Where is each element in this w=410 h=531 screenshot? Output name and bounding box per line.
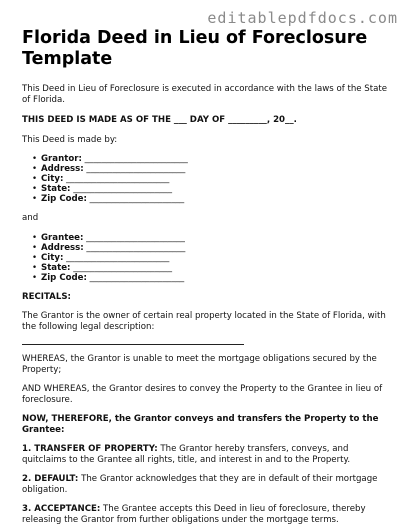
clause-default [22, 474, 392, 495]
field-blank[interactable]: _______________________ [70, 184, 173, 194]
recitals-heading: RECITALS: [22, 291, 71, 302]
grantor-fields-list [22, 154, 392, 204]
grantee-state-field[interactable] [41, 263, 392, 273]
field-blank[interactable]: ________________________ [63, 174, 170, 184]
field-blank[interactable]: _______________________ [83, 164, 186, 174]
grantor-city-field[interactable] [41, 174, 392, 184]
field-label: Address: [41, 164, 84, 174]
grantee-name-field[interactable] [41, 233, 392, 243]
grantor-name-field[interactable] [41, 154, 392, 164]
grantor-zip-field[interactable] [41, 194, 392, 204]
field-label: Zip Code: [41, 194, 87, 204]
field-blank[interactable]: ______________________ [86, 194, 185, 204]
clause-heading: 3. ACCEPTANCE: [22, 504, 101, 514]
field-label: Address: [41, 242, 84, 253]
grantee-zip-field[interactable] [41, 273, 392, 283]
grantee-fields-list [22, 233, 392, 283]
clause-text: The Grantor acknowledges that they are in default of their mortgage obligation. [22, 474, 378, 495]
clause-transfer [22, 444, 392, 465]
field-blank[interactable]: ______________________ [86, 272, 185, 283]
field-label: City: [41, 252, 64, 263]
whereas-clause-1: WHEREAS, the Grantor is unable to meet the mortgage obligations secured by the Property; [22, 354, 377, 375]
clause-heading: 1. TRANSFER OF PROPERTY: [22, 444, 158, 454]
and-text: and [22, 213, 39, 223]
recital-property-description: The Grantor is the owner of certain real property located in the State of Florida, with the following legal description: [22, 311, 386, 332]
clause-acceptance [22, 504, 392, 525]
field-label: State: [41, 262, 71, 273]
therefore-clause: NOW, THEREFORE, the Grantor conveys and transfers the Property to the Grantee: [22, 414, 379, 435]
clause-text: The Grantor hereby transfers, conveys, and quitclaims to the Grantee all rights, title, and interest in and to the Property. [22, 444, 351, 465]
site-watermark: editablepdfdocs.com [207, 9, 398, 27]
field-blank[interactable]: _______________________ [70, 262, 173, 273]
field-blank[interactable]: _______________________ [83, 232, 185, 243]
field-label: City: [41, 174, 64, 184]
document-title: Florida Deed in Lieu of Foreclosure Template [22, 28, 368, 69]
clause-heading: 2. DEFAULT: [22, 474, 79, 484]
field-label: Grantor: [41, 154, 82, 164]
whereas-clause-2: AND WHEREAS, the Grantor desires to convey the Property to the Grantee in lieu of foreclosure. [22, 384, 383, 405]
document-page [22, 28, 392, 525]
field-label: Zip Code: [41, 272, 87, 283]
clause-text: The Grantee accepts this Deed in lieu of foreclosure, thereby releasing the Grantor from further obligations under the mortgage terms. [22, 504, 366, 525]
field-label: Grantee: [41, 232, 84, 243]
legal-description-line[interactable] [22, 344, 244, 345]
grantor-address-field[interactable] [41, 164, 392, 174]
date-line: THIS DEED IS MADE AS OF THE ___ DAY OF _________, 20__. [22, 115, 297, 125]
made-by-text: This Deed is made by: [22, 134, 118, 145]
intro-paragraph: This Deed in Lieu of Foreclosure is executed in accordance with the laws of the State of Florida. [22, 84, 388, 105]
field-blank[interactable]: ________________________ [63, 252, 170, 263]
field-blank[interactable]: _______________________ [83, 242, 186, 253]
grantor-state-field[interactable] [41, 184, 392, 194]
field-label: State: [41, 184, 71, 194]
grantee-city-field[interactable] [41, 253, 392, 263]
grantee-address-field[interactable] [41, 243, 392, 253]
field-blank[interactable]: ________________________ [81, 154, 188, 164]
